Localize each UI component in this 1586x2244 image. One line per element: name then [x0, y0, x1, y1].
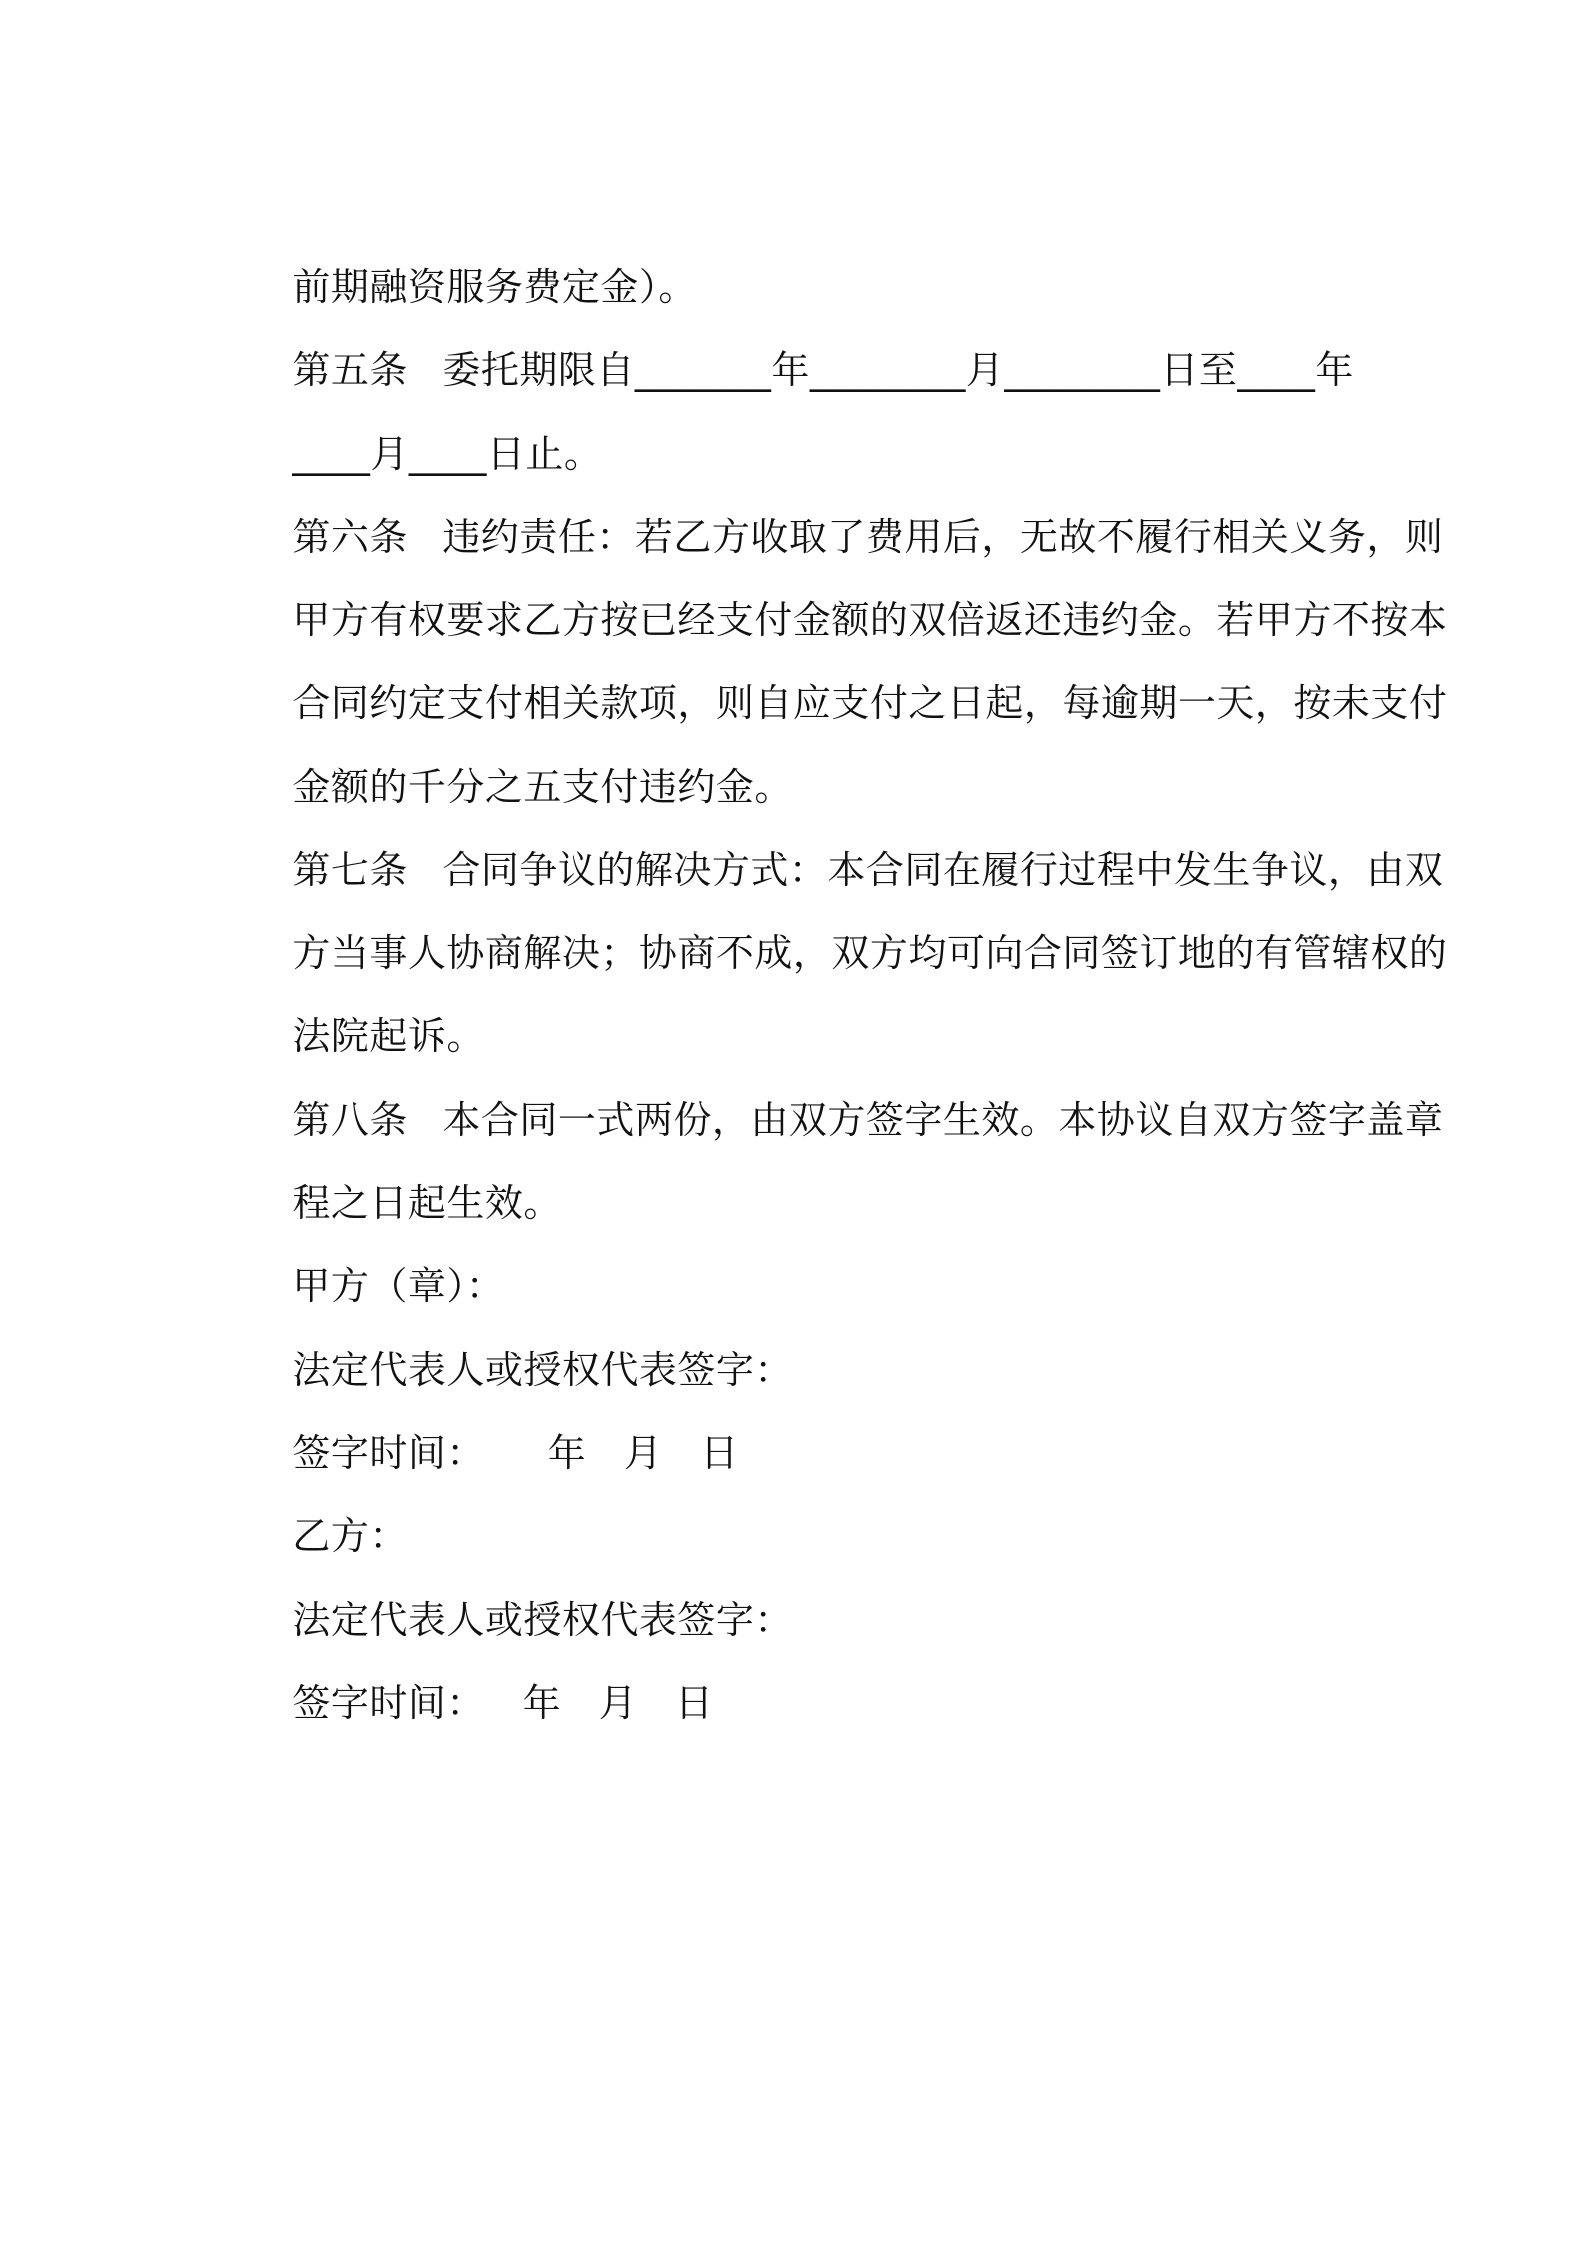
line-text: 合同约定支付相关款项，则自应支付之日起，每逾期一天，按未支付: [292, 681, 1448, 725]
line-text: 甲方（章）：: [292, 1264, 505, 1308]
party-b-label: [242, 1446, 1362, 1558]
party-a-label: [242, 1196, 1362, 1308]
article-number: 第五条: [292, 348, 408, 392]
line-text: 前期融资服务费定金）。: [292, 265, 697, 309]
line-text: 法定代表人或授权代表签字：: [292, 1348, 793, 1392]
article-5-line-1: [242, 280, 1362, 392]
article-6-line-4: [242, 697, 1362, 809]
line-text: 方当事人协商解决；协商不成，双方均可向合同签订地的有管辖权的: [292, 931, 1448, 975]
line-text: 甲方有权要求乙方按已经支付金额的双倍返还违约金。若甲方不按本: [292, 598, 1448, 642]
article-5-text: 委托期限自_______年________月________日至____年: [442, 348, 1354, 392]
article-number: 第六条: [292, 515, 408, 559]
party-b-sign-date: [242, 1613, 1362, 1725]
article-number: 第七条: [292, 848, 408, 892]
article-6-line-3: [242, 613, 1448, 725]
text-line-continuation: [242, 197, 1362, 309]
party-b-signatory: [242, 1530, 1362, 1642]
line-text: 程之日起生效。: [292, 1181, 562, 1225]
article-7-line-1: [242, 780, 1444, 892]
line-text: 金额的千分之五支付违约金。: [292, 765, 793, 809]
line-text: 法院起诉。: [292, 1014, 485, 1058]
article-8-line-2: [242, 1113, 1362, 1225]
article-8-line-1: [242, 1030, 1444, 1142]
article-5-line-2: [242, 364, 1362, 476]
line-text: 签字时间： 年 月 日: [292, 1431, 739, 1475]
article-number: 第八条: [292, 1098, 408, 1142]
article-7-line-2: [242, 863, 1448, 975]
line-text: 乙方：: [292, 1514, 408, 1558]
article-6-line-2: [242, 530, 1448, 642]
article-6-line-1: [242, 447, 1444, 559]
party-a-signatory: [242, 1280, 1362, 1392]
line-text: ____月____日止。: [292, 432, 603, 476]
article-8-text: 本合同一式两份，由双方签字生效。本协议自双方签字盖章: [442, 1098, 1444, 1142]
article-6-text: 违约责任：若乙方收取了费用后，无故不履行相关义务，则: [442, 515, 1444, 559]
line-text: 法定代表人或授权代表签字：: [292, 1598, 793, 1642]
article-7-text: 合同争议的解决方式：本合同在履行过程中发生争议，由双: [442, 848, 1444, 892]
party-a-sign-date: [242, 1363, 1362, 1475]
line-text: 签字时间： 年 月 日: [292, 1681, 714, 1725]
article-7-line-3: [242, 946, 1362, 1058]
